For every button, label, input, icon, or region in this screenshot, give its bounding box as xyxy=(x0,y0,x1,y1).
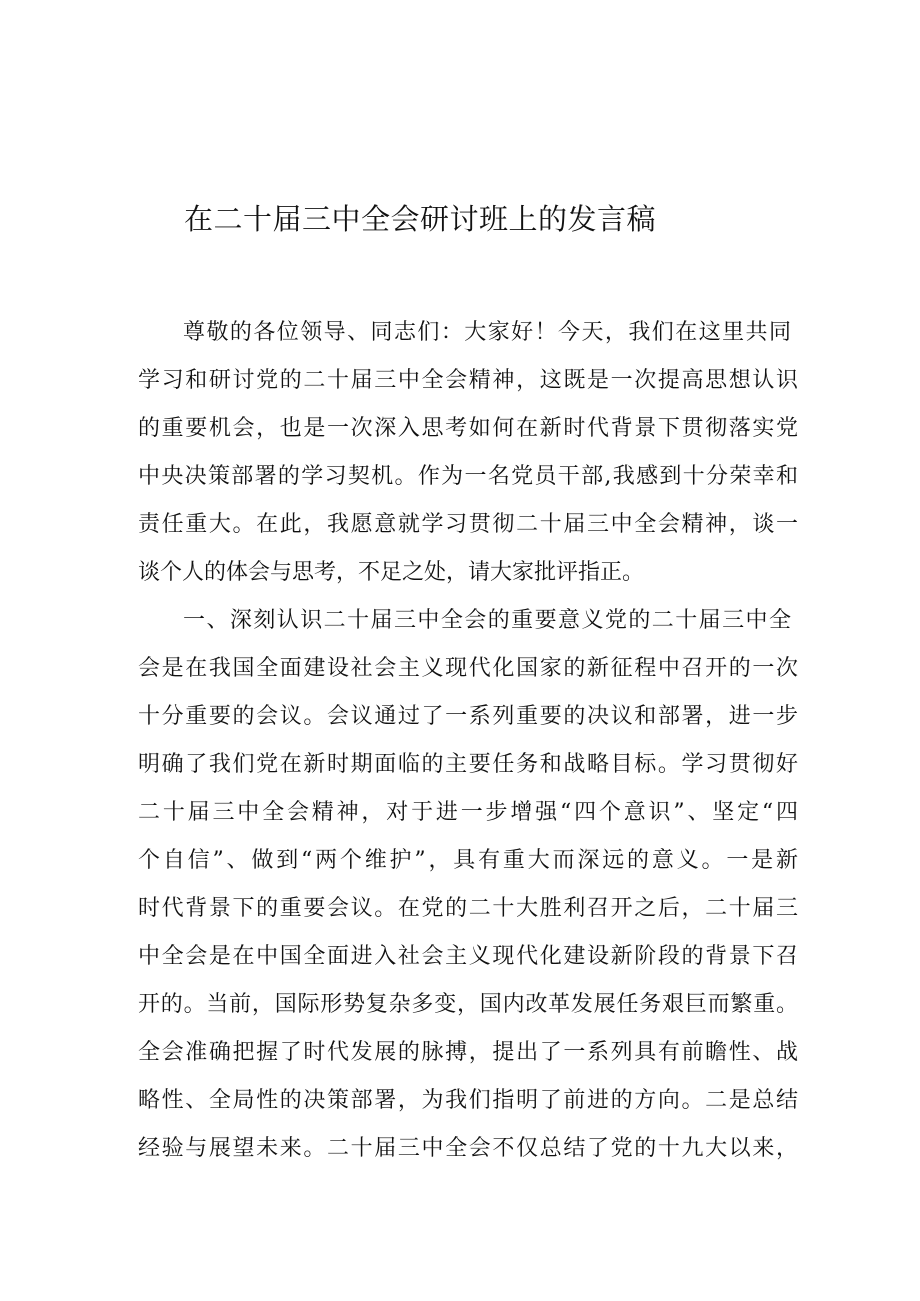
text-line: 时代背景下的重要会议。在党的二十大胜利召开之后，二十届三 xyxy=(138,896,798,921)
text-line: 学习和研讨党的二十届三中全会精神，这既是一次提高思想认识 xyxy=(138,368,798,393)
text-line: 责任重大。在此，我愿意就学习贯彻二十届三中全会精神，谈一 xyxy=(138,512,798,537)
text-line: 经验与展望未来。二十届三中全会不仅总结了党的十九大以来， xyxy=(138,1136,798,1161)
text-line: 开的。当前，国际形势复杂多变，国内改革发展任务艰巨而繁重。 xyxy=(138,992,798,1017)
text-line: 十分重要的会议。会议通过了一系列重要的决议和部署，进一步 xyxy=(138,704,798,729)
text-line: 的重要机会，也是一次深入思考如何在新时代背景下贯彻落实党 xyxy=(138,416,798,441)
text-line: 一、深刻认识二十届三中全会的重要意义党的二十届三中全 xyxy=(183,608,791,633)
text-line: 全会准确把握了时代发展的脉搏，提出了一系列具有前瞻性、战 xyxy=(138,1040,798,1065)
text-line: 明确了我们党在新时期面临的主要任务和战略目标。学习贯彻好 xyxy=(138,752,798,777)
text-line: 尊敬的各位领导、同志们：大家好！今天，我们在这里共同 xyxy=(183,320,791,345)
text-line: 会是在我国全面建设社会主义现代化国家的新征程中召开的一次 xyxy=(138,656,798,681)
text-line: 中央决策部署的学习契机。作为一名党员干部,我感到十分荣幸和 xyxy=(138,464,798,489)
text-line: 略性、全局性的决策部署，为我们指明了前进的方向。二是总结 xyxy=(138,1088,798,1113)
text-line: 中全会是在中国全面进入社会主义现代化建设新阶段的背景下召 xyxy=(138,944,798,969)
text-line: 谈个人的体会与思考，不足之处，请大家批评指正。 xyxy=(138,560,645,585)
text-line: 个自信”、做到“两个维护”，具有重大而深远的意义。一是新 xyxy=(138,848,798,873)
document-title: 在二十届三中全会研讨班上的发言稿 xyxy=(184,202,657,236)
text-line: 二十届三中全会精神，对于进一步增强“四个意识”、坚定“四 xyxy=(138,800,798,825)
